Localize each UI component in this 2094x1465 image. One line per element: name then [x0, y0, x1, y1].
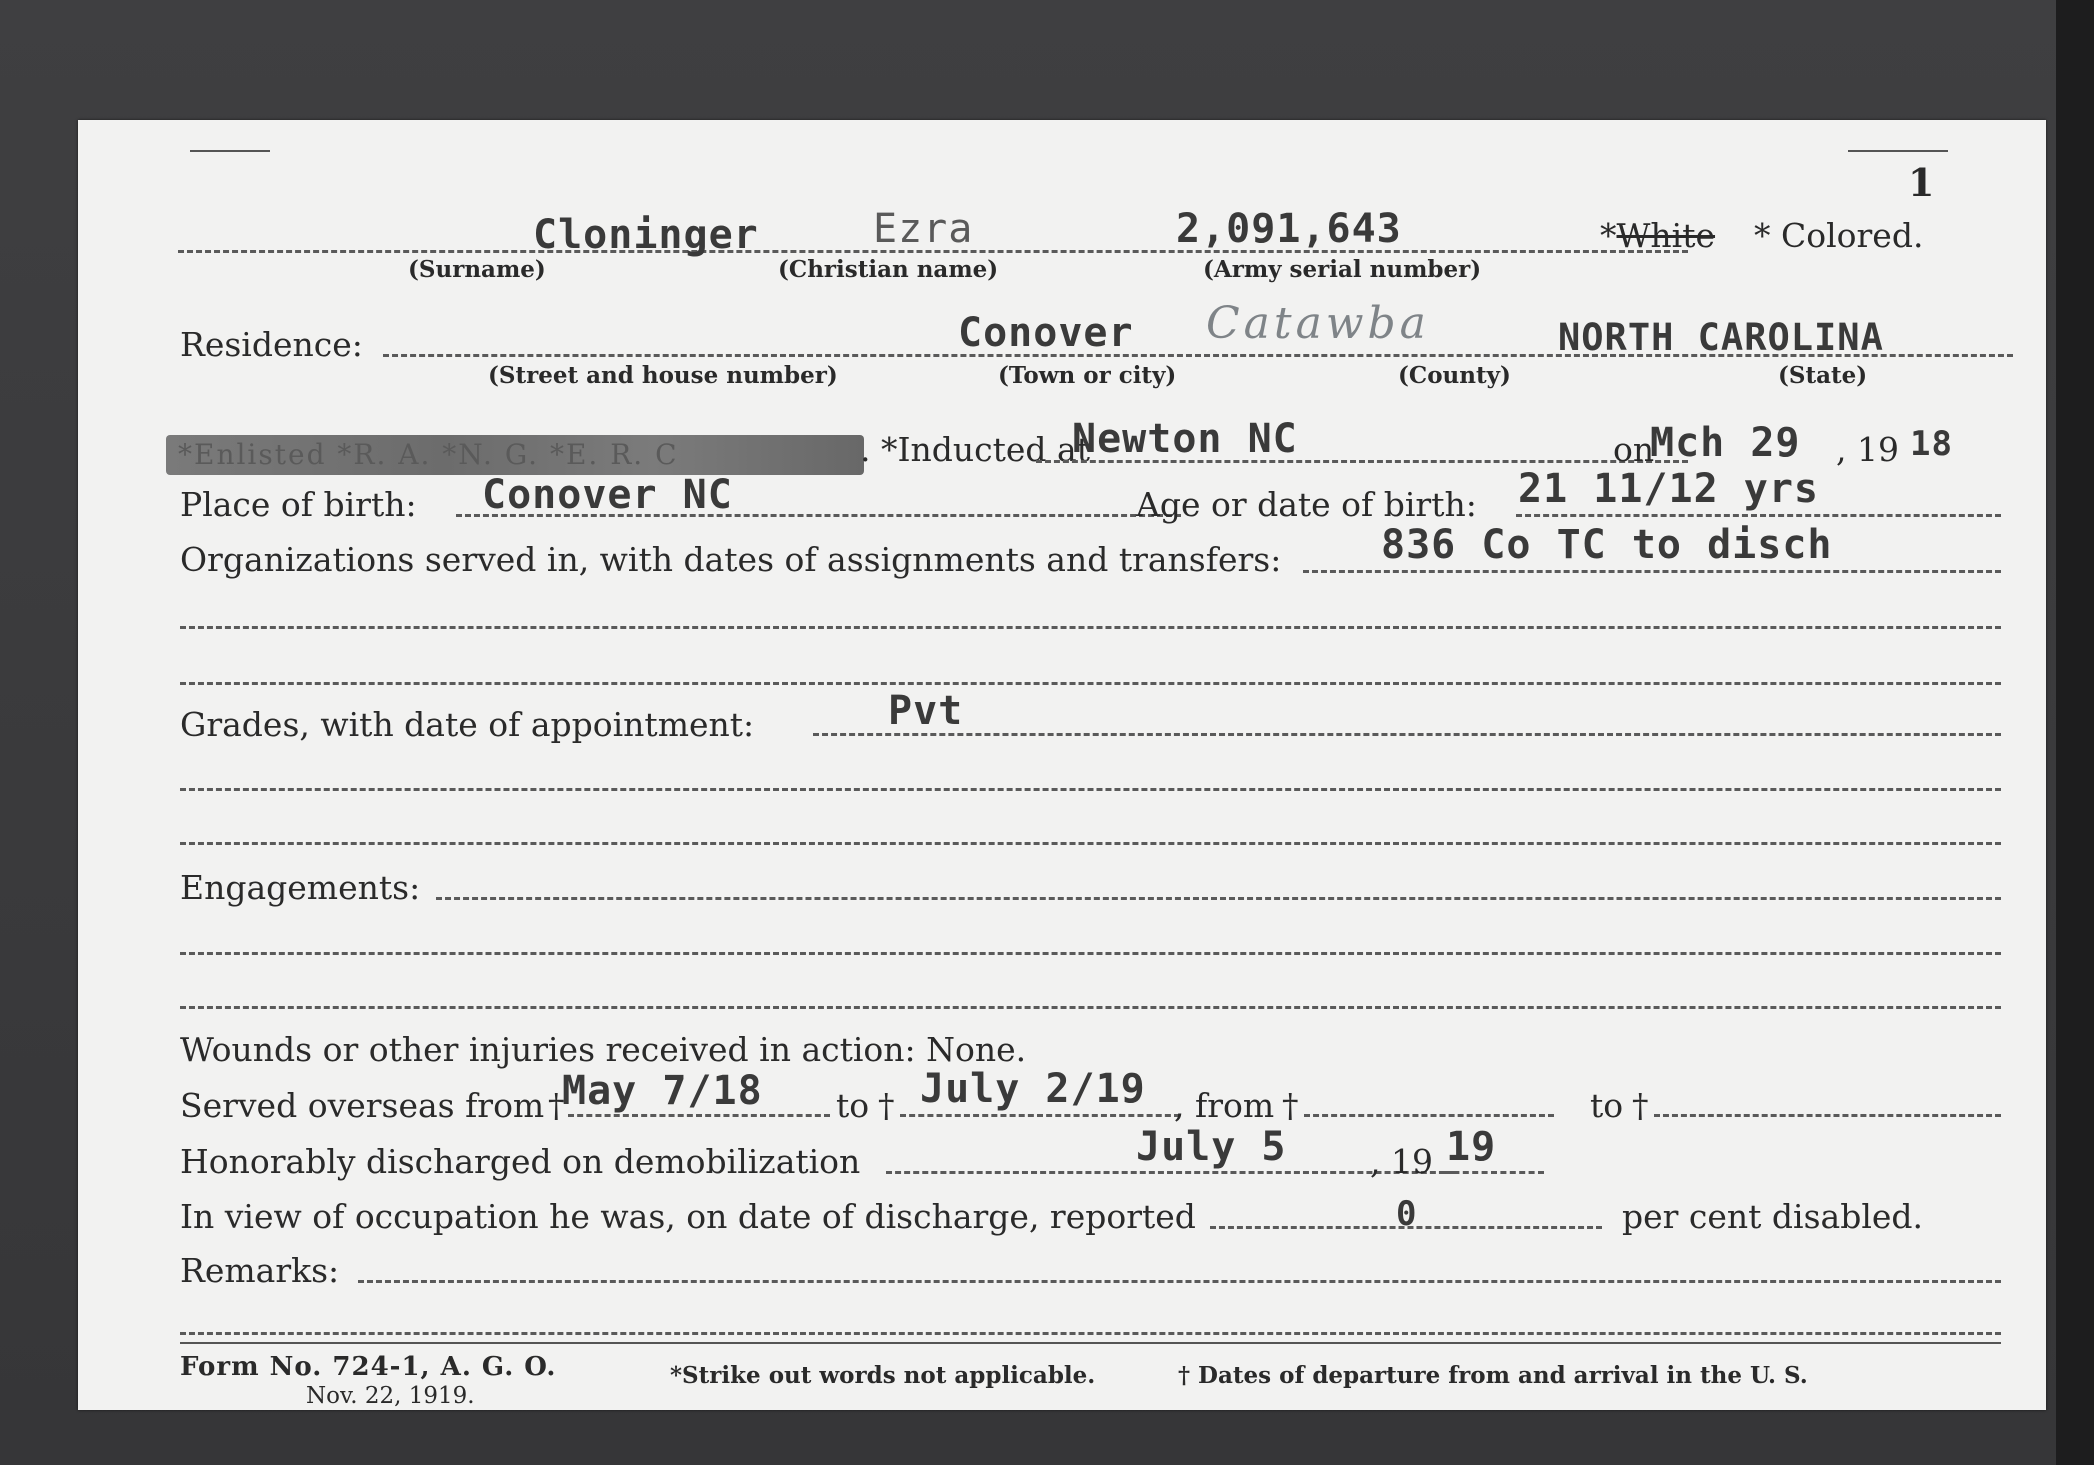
- race-asterisk: *: [1600, 216, 1617, 255]
- place-of-birth-value: Conover NC: [482, 472, 733, 518]
- organizations-label: Organizations served in, with dates of assignments and transfers:: [180, 540, 1282, 579]
- discharge-year-value: 19: [1446, 1124, 1497, 1170]
- state-value: NORTH CAROLINA: [1558, 316, 1884, 359]
- grades-label: Grades, with date of appointment:: [180, 705, 755, 744]
- struck-enlistment-options: [166, 435, 864, 475]
- county-value: Catawba: [1206, 298, 1430, 349]
- served-overseas-label: Served overseas from: [180, 1086, 545, 1125]
- overseas-from-value: May 7/18: [562, 1068, 763, 1114]
- organizations-line-3: [180, 682, 2001, 685]
- induction-date-value: Mch 29: [1650, 420, 1801, 466]
- residence-label: Residence:: [180, 325, 363, 364]
- grades-line-2: [180, 788, 2001, 791]
- christian-name-value: Ezra: [873, 206, 974, 252]
- dagger-3: †: [1282, 1086, 1299, 1125]
- discharge-year-line: [1444, 1171, 1544, 1174]
- town-value: Conover: [958, 310, 1134, 356]
- enlistment-options-text: *Enlisted *R. A. *N. G. *E. R. C: [178, 438, 679, 471]
- overseas-to-value: July 2/19: [920, 1066, 1146, 1112]
- on-label: on: [1613, 430, 1655, 469]
- overseas-to-line: [900, 1114, 1180, 1117]
- wounds-text: Wounds or other injuries received in action: None.: [180, 1030, 1027, 1069]
- serial-number-caption: (Army serial number): [1203, 256, 1482, 283]
- age-line: [1516, 514, 2001, 517]
- engagements-line: [436, 897, 2001, 900]
- county-caption: (County): [1398, 362, 1511, 389]
- discharged-label: Honorably discharged on demobilization: [180, 1142, 861, 1181]
- organizations-line: [1303, 570, 2001, 573]
- grades-line-3: [180, 842, 2001, 845]
- surname-caption: (Surname): [408, 256, 546, 283]
- second-from-line: [1304, 1114, 1554, 1117]
- engagements-label: Engagements:: [180, 868, 421, 907]
- top-right-rule: [1848, 150, 1948, 152]
- induction-year-value: 18: [1910, 424, 1953, 464]
- engagements-line-2: [180, 952, 2001, 955]
- dagger-2: †: [878, 1086, 895, 1125]
- inducted-at-value: Newton NC: [1072, 416, 1298, 462]
- card-number: 1: [1908, 160, 1935, 205]
- race-white-struck: White: [1616, 216, 1716, 255]
- state-caption: (State): [1778, 362, 1868, 389]
- dagger-4: †: [1632, 1086, 1649, 1125]
- discharge-line: [886, 1171, 1454, 1174]
- engagements-line-3: [180, 1006, 2001, 1009]
- form-number: Form No. 724-1, A. G. O.: [180, 1352, 557, 1382]
- race-colored-label: * Colored.: [1754, 216, 1924, 255]
- to-label-1: to: [836, 1086, 870, 1125]
- dagger-1: †: [548, 1086, 565, 1125]
- percent-disabled-value: 0: [1396, 1194, 1418, 1234]
- remarks-line-2: [180, 1332, 2001, 1335]
- race-white-label: [1600, 216, 1715, 255]
- age-label: Age or date of birth:: [1136, 485, 1477, 524]
- organizations-value: 836 Co TC to disch: [1381, 522, 1833, 568]
- grades-line: [813, 733, 2001, 736]
- inducted-label: . *Inducted at: [860, 430, 1090, 469]
- street-caption: (Street and house number): [488, 362, 838, 389]
- strike-note: *Strike out words not applicable.: [670, 1362, 1096, 1389]
- form-date: Nov. 22, 1919.: [306, 1383, 475, 1409]
- surname-value: Cloninger: [533, 212, 759, 258]
- top-left-rule: [190, 150, 270, 152]
- occupation-label: In view of occupation he was, on date of discharge, reported: [180, 1197, 1196, 1236]
- age-value: 21 11/12 yrs: [1518, 466, 1819, 512]
- scan-edge: [2056, 0, 2094, 1465]
- overseas-from-line: [568, 1114, 830, 1117]
- discharge-date-value: July 5: [1136, 1124, 1287, 1170]
- to-label-2: to: [1590, 1086, 1624, 1125]
- bottom-rule: [180, 1342, 2001, 1344]
- place-of-birth-label: Place of birth:: [180, 485, 417, 524]
- from-label: , from: [1174, 1086, 1275, 1125]
- town-caption: (Town or city): [998, 362, 1177, 389]
- discharge-year-prefix: , 19: [1370, 1142, 1433, 1181]
- dates-note: † Dates of departure from and arrival in the U. S.: [1178, 1362, 1808, 1389]
- draft-card: [78, 120, 2046, 1410]
- per-cent-label: per cent disabled.: [1622, 1197, 1924, 1236]
- organizations-line-2: [180, 626, 2001, 629]
- christian-name-caption: (Christian name): [778, 256, 999, 283]
- induction-year-prefix: , 19: [1836, 430, 1899, 469]
- remarks-label: Remarks:: [180, 1251, 340, 1290]
- serial-number-value: 2,091,643: [1176, 206, 1402, 252]
- second-to-line: [1654, 1114, 2001, 1117]
- remarks-line: [358, 1280, 2001, 1283]
- grade-value: Pvt: [888, 688, 964, 734]
